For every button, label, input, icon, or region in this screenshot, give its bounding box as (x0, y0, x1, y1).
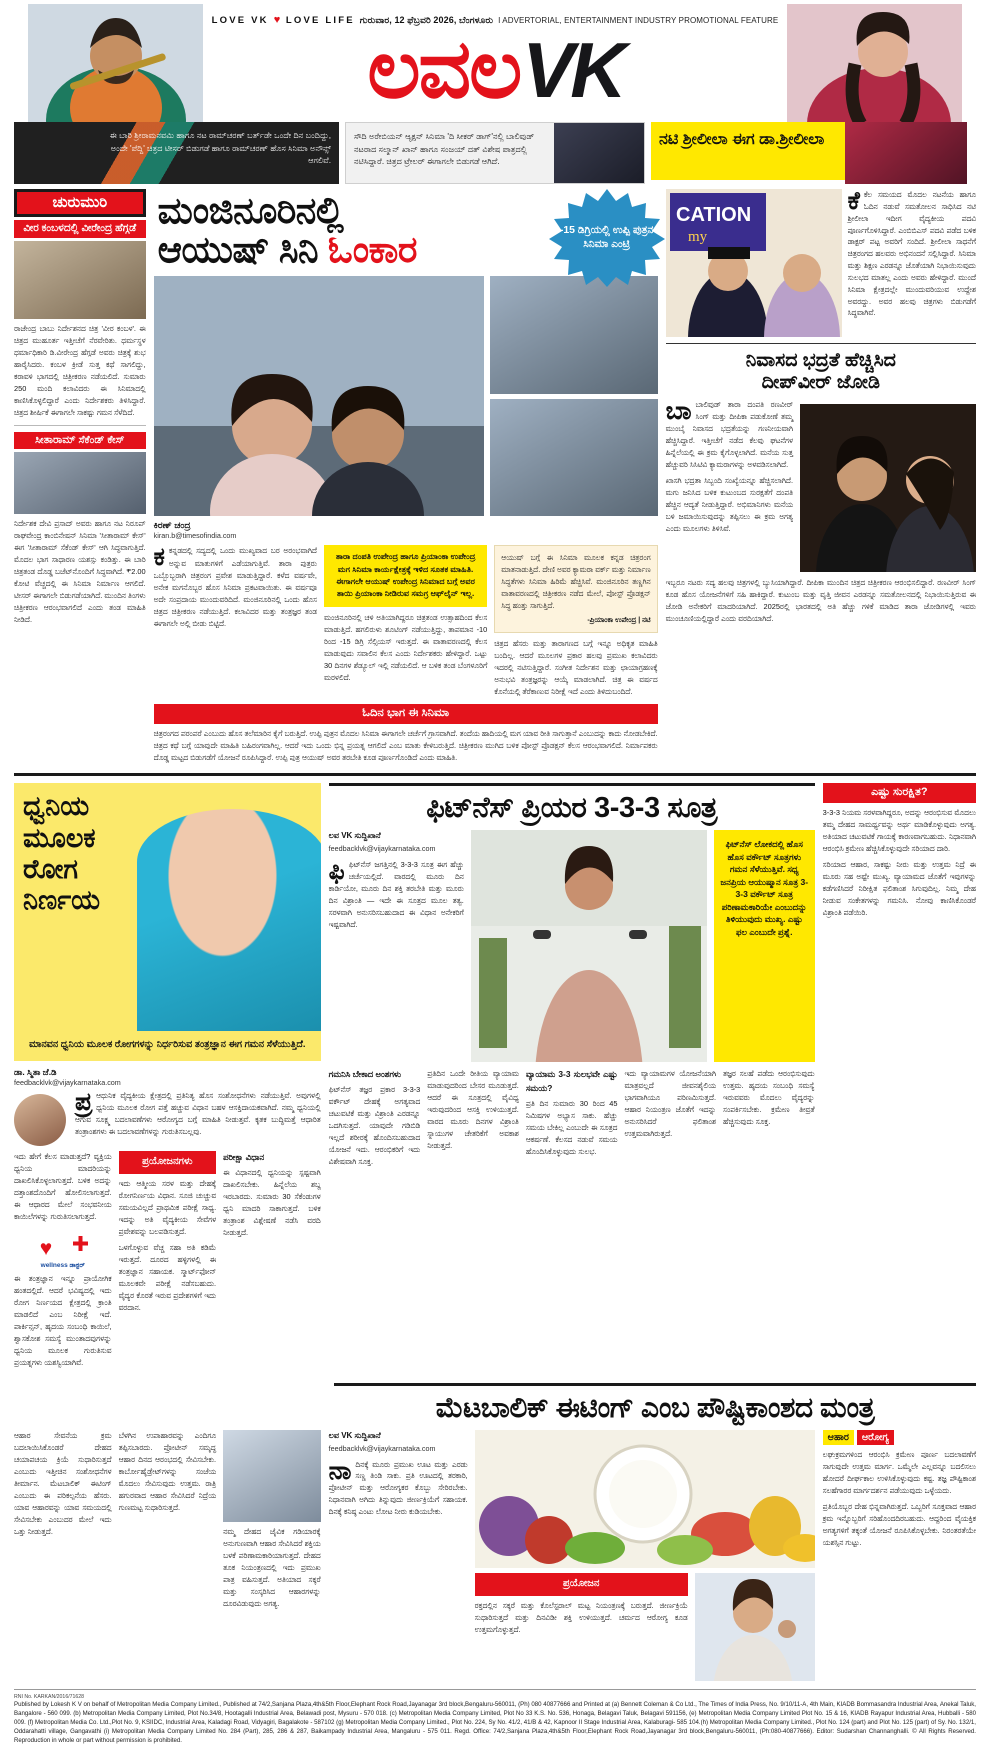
sidebar-item2-photo (14, 452, 146, 514)
fitness-columns (329, 1068, 815, 1168)
teaser-text-sreeleela: ನಟಿ ಶ್ರೀಲೀಲಾ ಈಗ ಡಾ.ಶ್ರೀಲೀಲಾ (659, 131, 825, 148)
fitness-q1-head: ವ್ಯಾಯಾಮ 3-3 ಸುಲಭವೇ ಎಷ್ಟು ಸಮಯ? (525, 1069, 618, 1093)
svg-text:my: my (687, 229, 707, 245)
lead-byline-email[interactable]: kiran.b@timesofindia.com (153, 531, 237, 541)
voice-hero-caption: ಮಾನವನ ಧ್ವನಿಯ ಮೂಲಕ ರೋಗಗಳನ್ನು ನಿರ್ಧರಿಸುವ ತಂತ್ರಜ್ಞಾನ ಈಗ ಗಮನ ಸೆಳೆಯುತ್ತಿದೆ. (14, 1031, 321, 1061)
metabolic-headline: ಮೆಟಬಾಲಿಕ್ ಈಟಿಂಗ್ ಎಂಬ ಪೌಷ್ಟಿಕಾಂಶದ ಮಂತ್ರ (334, 1383, 976, 1425)
metabolic-dropcap: ನಾ (328, 1456, 352, 1485)
fitness-top-row (329, 830, 815, 1062)
voice-benefits2-text: ಒಳಗೊಳ್ಳುವ ವೆಚ್ಚ ಸಹಾ ಅತಿ ಕಡಿಮೆ ಇರುತ್ತದೆ. ದೂರದ ಹಳ್ಳಿಗಳಲ್ಲಿ ಈ ತಂತ್ರಜ್ಞಾನ ಸಹಾಯಕ. ಸ್ಮಾರ್ಟ್‌ಫೋನ್ ಮೂಲಕವೇ ಪರೀಕ್ಷೆ ನಡೆಸಬಹುದು. ವೈದ್ಯರ ಕೊರತೆ ಇರುವ ಪ್ರದೇಶಗಳಿಗೆ ಇದು ವರದಾನ. (118, 1243, 217, 1313)
voice-body-wrap (14, 1090, 321, 1146)
masthead-actor-right-photo (787, 4, 962, 124)
voice-title-l1: ಧ್ವನಿಯ (23, 791, 90, 822)
metabolic-brand: ಲವ VK ಸುದ್ದಿಖಾನೆ (328, 1430, 381, 1440)
deepveer-photo (800, 404, 976, 572)
voice-col2-text: ಈ ತಂತ್ರಜ್ಞಾನ ಇನ್ನೂ ಪ್ರಾಯೋಗಿಕ ಹಂತದಲ್ಲಿದೆ. ಆದರೆ ಭವಿಷ್ಯದಲ್ಲಿ ಇದು ರೋಗ ನಿರ್ಣಯದ ಕ್ಷೇತ್ರದಲ್ಲಿ ಕ್ರಾಂತಿ ಮಾಡಲಿದೆ ಎಂಬ ನಿರೀಕ್ಷೆ ಇದೆ. ಪಾರ್ಕಿನ್ಸನ್, ಹೃದಯ ಸಂಬಂಧಿ ಕಾಯಿಲೆ, ಶ್ವಾಸಕೋಶ ಸಮಸ್ಯೆ ಮುಂತಾದವುಗಳನ್ನು ಧ್ವನಿಯ ಮೂಲಕ ಗುರುತಿಸುವ ಪ್ರಯತ್ನಗಳು ಯಶಸ್ವಿಯಾಗಿವೆ. (14, 1274, 112, 1367)
lead-col-3 (494, 545, 657, 698)
voice-hero (14, 783, 321, 1031)
voice-col-c (223, 1151, 321, 1369)
teaser-sreeleela[interactable] (651, 122, 967, 184)
sidebar-divider (14, 425, 146, 426)
sreeleela-dropcap: ಕೆ (847, 187, 860, 215)
wellness-badge-label: wellness ಡಾಕ್ಟರ್ (40, 1261, 85, 1269)
teaser-ram-charan[interactable] (14, 122, 339, 184)
footer-imprint: Published by Lokesh K V on behalf of Metropolitan Media Company Limited., Published at 74/2,Sanjana Plaza,4th&5th Floor,Elephant Rock Road,Jayanagar 3rd block,Bengaluru-560011, (Ph) 080 40877666 and Printed at (a) Bennett Coleman & Co Ltd., The Times of India Press, No. 9/10/11-A, 4th Main, KIADB Bommasandra Industrial Area, Anekal Taluk, Bangalore - 560 099. (b) Metropolitan Media Company Limited, Plot No.34/8, Hootagalli Industrial Area, Belawadi post, Mysuru - 570 018. (c) Metropolitan Media Company Limited, Plot No 33 K.S. No. 536, Honaga, Belagavi Taluk, Belagavi 591156, (e) Metropolitan Media Company Limited Plot No. 15 & 16, KIADB Rayapur Industrial Area, Hubballi - 580 009. (f) Metropolitan Media Co. Ltd.,Plot No. 9, KSIIDC, Industrial Area, Kaladagi Road, Vidyagiri, Bagalakote - 587102 (g) Metropolitan Media Company Limited., Plot No. 224, Sy No. 41/2, 41/B & 42, Kapnoor II Stage Industrial Area, Kalaburagi- 585 104.(h) Metropolitan Media Company Limited., Plot No. 124 (part) and Plot No. 125 (part) of Sy. No. 132/1, Oddarahatti village, Gangavathi (i) Metropolitan Media Company Limited No. 284 (Part), 285, 286 & 287, Baikampady Industrial Area, Mangaluru - 575 011. Regd. Office: 74/2,Sanjana Plaza,4th&5th Floor,Elephant Rock Road,Jayanagar 3rd block,Bengaluru-560011, (Ph:080-40877666). Editor: Sudarshan Channanghalli. © All Rights Reserved. Reproduction in whole or part without permission is prohibited. (14, 1700, 976, 1745)
health-grid (14, 783, 976, 1369)
fitness-photo (471, 830, 707, 1062)
teaser-text-saudi: ಸೌದಿ ಅರೇಬಿಯನ್ ಆ್ಯಕ್ಷನ್ ಸಿನಿಮಾ 'ದಿ ಸೀಕರ್ ಡಾಗ್'ನಲ್ಲಿ ಬಾಲಿವುಡ್ ನಟರಾದ ಸಲ್ಮಾನ್ ಖಾನ್ ಹಾಗೂ ಸಂಜಯ್ ದತ್ ವಿಶೇಷ ಪಾತ್ರದಲ್ಲಿ ನಟಿಸಿದ್ದಾರೆ. ಚಿತ್ರದ ಟ್ರೇಲರ್ ಈಗಾಗಲೇ ಬಿಡುಗಡೆ ಆಗಿದೆ. (354, 132, 535, 167)
benefits-bar: ಪ್ರಯೋಜನಗಳು (119, 1151, 217, 1174)
lead-headline-row (154, 189, 658, 269)
metabolic-pray-text: ರಕ್ತದಲ್ಲಿನ ಸಕ್ಕರೆ ಮತ್ತು ಕೊಲೆಸ್ಟರಾಲ್ ಮಟ್ಟ ನಿಯಂತ್ರಣಕ್ಕೆ ಬರುತ್ತದೆ. ಜೀರ್ಣಕ್ರಿಯೆ ಸುಧಾರಿಸುತ್ತದೆ ಮತ್ತು ದಿನವಿಡೀ ಶಕ್ತಿ ಉಳಿಯುತ್ತದೆ. ಚರ್ಮದ ಆರೋಗ್ಯ ಕೂಡ ಉತ್ತಮಗೊಳ್ಳುತ್ತದೆ. (474, 1601, 688, 1635)
metabolic-left-col (14, 1430, 321, 1681)
metabolic-right-col (823, 1430, 976, 1681)
fitness-col-2 (427, 1068, 519, 1168)
lead-col-2 (324, 545, 487, 698)
svg-text:CATION: CATION (675, 204, 751, 226)
lead-headline-line2-red: ಓಂಕಾರ (327, 229, 417, 271)
voice-col1-text: ಆಧುನಿಕ ವೈದ್ಯಕೀಯ ಕ್ಷೇತ್ರದಲ್ಲಿ ಪ್ರತಿನಿತ್ಯ ಹೊಸ ಸಂಶೋಧನೆಗಳು ನಡೆಯುತ್ತಿವೆ. ಅವುಗಳಲ್ಲಿ ಧ್ವನಿಯ ಮೂಲಕ ರೋಗ ಪತ್ತೆ ಹಚ್ಚುವ ವಿಧಾನ ಬಹಳ ಆಸಕ್ತಿದಾಯಕವಾಗಿದೆ. ನಮ್ಮ ಧ್ವನಿಯಲ್ಲಿ ಆಗುವ ಸೂಕ್ಷ್ಮ ಬದಲಾವಣೆಗಳು ಆರೋಗ್ಯದ ಬಗ್ಗೆ ಮಾಹಿತಿ ನೀಡುತ್ತವೆ. ಕೃತಕ ಬುದ್ಧಿಮತ್ತೆ ಆಧಾರಿತ ತಂತ್ರಾಂಶಗಳು ಈ ಬದಲಾವಣೆಗಳನ್ನು ಗುರುತಿಸಬಲ್ಲವು. (75, 1091, 321, 1137)
lead-col-1 (154, 545, 317, 698)
lead-cream-text: ಆಯುಷ್ ಬಗ್ಗೆ ಈ ಸಿನಿಮಾ ಮೂಲಕ ಕನ್ನಡ ಚಿತ್ರರಂಗ ಮಾತನಾಡುತ್ತಿದೆ. ದೇಣಿ ಅವರ ಕ್ಯಾಮರಾ ವರ್ಕ್ ಮತ್ತು ನಿರ್ಮಾಣ ಸಿದ್ಧತೆಗಳು ಸಿನಿಮಾ ಹಿರಿಮೆ ಹೆಚ್ಚಿಸಿವೆ. ಮಂಜಿನೂರಿನ ತಣ್ಣಗಿನ ವಾತಾವರಣದಲ್ಲಿ ಚಿತ್ರೀಕರಣ ನಡೆದ ಮೇಲೆ, ಪೋಸ್ಟ್ ಪ್ರೊಡಕ್ಷನ್ ಸಿದ್ಧ ಹಂತ್ತು ಸಾಗುತ್ತಿದೆ. (501, 553, 651, 610)
fitness-q3-text: ತಜ್ಞರ ಸಲಹೆ ಪಡೆದು ಆರಂಭಿಸುವುದು ಉತ್ತಮ. ಹೃದಯ ಸಂಬಂಧಿ ಸಮಸ್ಯೆ ಇರುವವರು ಮೊದಲು ವೈದ್ಯರನ್ನು ಸಂಪರ್ಕಿಸಬೇಕು. ಕ್ರಮೇಣ ತೀವ್ರತೆ ಹೆಚ್ಚಿಸುವುದು ಸೂಕ್ತ. (723, 1069, 815, 1127)
metabolic-left-c2 (119, 1430, 217, 1610)
deepveer-full-text: ಇಬ್ಬರೂ ನಟರು ಸದ್ಯ ಹಲವು ಚಿತ್ರಗಳಲ್ಲಿ ಬ್ಯುಸಿಯಾಗಿದ್ದಾರೆ. ದೀಪಿಕಾ ಮುಂದಿನ ಚಿತ್ರದ ಚಿತ್ರೀಕರಣ ಆರಂಭಿಸಲಿದ್ದಾರೆ. ರಣವೀರ್ ಸಿಂಗ್ ಕೂಡ ಹೊಸ ಯೋಜನೆಗಳಿಗೆ ಸಹಿ ಹಾಕಿದ್ದಾರೆ. ಕುಟುಂಬ ಮತ್ತು ವೃತ್ತಿ ಜೀವನ ಎರಡನ್ನೂ ಸಮತೋಲನದಲ್ಲಿ ನಿಭಾಯಿಸುತ್ತಿರುವ ಈ ಜೋಡಿ ಅನೇಕರಿಗೆ ಮಾದರಿಯಾಗಿದೆ. 2025ರಲ್ಲಿ ಭಾರತದಲ್ಲಿ ಅತಿ ಹೆಚ್ಚು ಗಳಿಕೆ ಮಾಡಿದ ತಾರಾ ಜೋಡಿಗಳಲ್ಲಿ ಇವರು ಮುಂಚೂಣಿಯಲ್ಲಿದ್ದಾರೆ ಎಂದು ವರದಿಯಾಗಿದೆ. (665, 577, 976, 623)
wellness-doctor-badge (34, 1228, 92, 1268)
lead-cream-signature: -ಪ್ರಿಯಾಂಕಾ ಉಪೇಂದ್ರ | ನಟಿ (587, 616, 651, 624)
metabolic-right-text-2: ಪ್ರತಿಯೊಬ್ಬರ ದೇಹ ಭಿನ್ನವಾಗಿರುತ್ತದೆ. ಒಬ್ಬರಿಗೆ ಸೂಕ್ತವಾದ ಆಹಾರ ಕ್ರಮ ಇನ್ನೊಬ್ಬರಿಗೆ ಸರಿಹೊಂದದಿರಬಹುದು. ಆದ್ದರಿಂದ ವೈಯಕ್ತಿಕ ಅಗತ್ಯಗಳಿಗೆ ತಕ್ಕಂತೆ ಯೋಜನೆ ರೂಪಿಸಿಕೊಳ್ಳಬೇಕು. ನಿರಂತರತೆಯೇ ಯಶಸ್ಸಿನ ಗುಟ್ಟು. (822, 1501, 976, 1547)
love-vk-left-label: LOVE VK (211, 14, 269, 26)
metabolic-mid-col2-text: ದಿನಕ್ಕೆ ಮೂರು ಪ್ರಮುಖ ಊಟ ಮತ್ತು ಎರಡು ಸಣ್ಣ ತಿಂಡಿ ಸಾಕು. ಪ್ರತಿ ಊಟದಲ್ಲಿ ತರಕಾರಿ, ಪ್ರೋಟೀನ್ ಮತ್ತು ಆರೋಗ್ಯಕರ ಕೊಬ್ಬು ಸೇರಿರಬೇಕು. ನಿಧಾನವಾಗಿ ಅಗಿದು ತಿನ್ನುವುದು ಜೀರ್ಣಕ್ರಿಯೆಗೆ ಸಹಾಯಕ. ದಿನಕ್ಕೆ ಕನಿಷ್ಠ ಎಂಟು ಲೋಟ ನೀರು ಕುಡಿಯಬೇಕು. (328, 1459, 468, 1517)
page-footer (14, 1689, 976, 1746)
deepveer-headline-line2: ದೀಪ್‌ವೀರ್ ಜೋಡಿ (761, 371, 880, 393)
deepveer-dropcap: ಬಾ (665, 396, 692, 425)
main-grid (14, 189, 976, 764)
metabolic-mid-col1-text: ನಮ್ಮ ದೇಹದ ಜೈವಿಕ ಗಡಿಯಾರಕ್ಕೆ ಅನುಗುಣವಾಗಿ ಆಹಾರ ಸೇವಿಸಿದರೆ ಶಕ್ತಿಯ ಬಳಕೆ ಪರಿಣಾಮಕಾರಿಯಾಗುತ್ತದೆ. ದೇಹದ ತೂಕ ನಿಯಂತ್ರಣದಲ್ಲಿ ಇದು ಪ್ರಮುಖ ಪಾತ್ರ ವಹಿಸುತ್ತದೆ. ಅತಿಯಾದ ಸಕ್ಕರೆ ಮತ್ತು ಸಂಸ್ಕರಿಸಿದ ಆಹಾರಗಳನ್ನು ದೂರವಿಡುವುದು ಅಗತ್ಯ. (223, 1526, 321, 1608)
lead-body-columns (154, 545, 658, 698)
voice-doctor-name: ಡಾ. ಸ್ಮಿತಾ ಜೆ.ಡಿ (14, 1067, 57, 1078)
film-strip-bar: ಓದಿನ ಭಾಗ ಈ ಸಿನಿಮಾ (154, 704, 658, 724)
fitness-col-5 (723, 1068, 815, 1168)
lead-main-photo (154, 276, 484, 516)
deepveer-photo-wrap (800, 399, 976, 572)
sidebar-item2-subhead: ಸೀತಾರಾಮ್ ಸೆಕೆಂಡ್ ಕೇಸ್ (14, 432, 146, 450)
voice-col1b-text: ಇದು ಹೇಗೆ ಕೆಲಸ ಮಾಡುತ್ತದೆ? ವ್ಯಕ್ತಿಯ ಧ್ವನಿಯ ಮಾದರಿಯನ್ನು ದಾಖಲಿಸಿಕೊಳ್ಳಲಾಗುತ್ತದೆ. ಬಳಿಕ ಅದನ್ನು ದತ್ತಾಂಶದೊಂದಿಗೆ ಹೋಲಿಸಲಾಗುತ್ತದೆ. ಈ ಆಧಾರದ ಮೇಲೆ ಸಂಭವನೀಯ ಕಾಯಿಲೆಗಳನ್ನು ಗುರುತಿಸಲಾಗುತ್ತದೆ. (14, 1152, 112, 1222)
deepveer-col-1 (665, 396, 793, 572)
fitness-col2-text: ಪ್ರತಿದಿನ ಒಂದೇ ರೀತಿಯ ವ್ಯಾಯಾಮ ಮಾಡುವುದರಿಂದ ಬೇಸರ ಮೂಡುತ್ತದೆ. ಆದರೆ ಈ ಸೂತ್ರದಲ್ಲಿ ವೈವಿಧ್ಯ ಇರುವುದರಿಂದ ಆಸಕ್ತಿ ಉಳಿಯುತ್ತದೆ. ವಾರದ ಮೂರು ದಿನಗಳ ವಿಶ್ರಾಂತಿ ಸ್ನಾಯುಗಳ ಚೇತರಿಕೆಗೆ ಅವಕಾಶ ನೀಡುತ್ತದೆ. (427, 1069, 519, 1151)
teaser-photo-sreeleela (845, 122, 967, 184)
fitness-q1-text: ಪ್ರತಿ ದಿನ ಸುಮಾರು 30 ರಿಂದ 45 ನಿಮಿಷಗಳ ಅಭ್ಯಾಸ ಸಾಕು. ಹೆಚ್ಚು ಸಮಯ ಬೇಕಿಲ್ಲ ಎಂಬುದೇ ಈ ಸೂತ್ರದ ಆಕರ್ಷಣೆ. ಕೆಲಸದ ನಡುವೆ ಸಮಯ ಹೊಂದಿಸಿಕೊಳ್ಳುವುದು ಸುಲಭ. (525, 1098, 618, 1156)
lead-headline-line1: ಮಂಜಿನೂರಿನಲ್ಲಿ (157, 190, 344, 231)
fitness-block (329, 783, 815, 1369)
fitness-col-1 (329, 1068, 421, 1168)
love-life-label: LOVE LIFE (285, 14, 355, 26)
metabolic-head-wrap (334, 1375, 976, 1425)
safety-bar: ಎಷ್ಟು ಸುರಕ್ಷಿತ? (823, 783, 976, 803)
starburst-badge (548, 189, 666, 287)
lead-side-photo-2 (490, 399, 658, 517)
fitness-col1-text: ಫಿಟ್‌ನೆಸ್ ತಜ್ಞರ ಪ್ರಕಾರ 3-3-3 ವರ್ಕೌಟ್ ದೇಹಕ್ಕೆ ಅಗತ್ಯವಾದ ಚಟುವಟಿಕೆ ಮತ್ತು ವಿಶ್ರಾಂತಿ ಎರಡನ್ನೂ ಒದಗಿಸುತ್ತದೆ. ಯಾವುದೇ ಗಡಿಬಿಡಿ ಇಲ್ಲದೆ ಶರೀರಕ್ಕೆ ಹೊಂದಿಸಬಹುದಾದ ಯೋಜನೆ ಇದು. ಆರಂಭಿಕರಿಗೆ ಇದು ವಿಶೇಷವಾಗಿ ಸೂಕ್ತ. (328, 1084, 421, 1166)
lead-story (154, 189, 658, 764)
voice-intro-text (75, 1090, 321, 1146)
metabolic-pray-bar: ಪ್ರಯೋಜನ (475, 1573, 688, 1596)
metabolic-woman-photo (695, 1573, 815, 1681)
deepveer-headline-line1: ನಿವಾಸದ ಭದ್ರತೆ ಹೆಚ್ಚಿಸಿದ (745, 350, 896, 371)
metabolic-left-col1-text: ಆಹಾರ ಸೇವನೆಯ ಕ್ರಮ ಬದಲಾಯಿಸಿಕೊಂಡರೆ ದೇಹದ ಚಯಾಪಚಯ ಕ್ರಿಯೆ ಸುಧಾರಿಸುತ್ತದೆ ಎಂಬುದು ಇತ್ತೀಚಿನ ಸಂಶೋಧನೆಗಳ ತೀರ್ಮಾನ. ಮೆಟಬಾಲಿಕ್ ಈಟಿಂಗ್ ಎಂಬುದು ಈ ಪರಿಕಲ್ಪನೆಯ ಹೆಸರು. ಯಾವ ಆಹಾರವನ್ನು ಯಾವ ಸಮಯದಲ್ಲಿ ಸೇವಿಸಬೇಕು ಎಂಬುದರ ಮೇಲೆ ಇದು ಒತ್ತು ನೀಡುತ್ತದೆ. (14, 1430, 112, 1536)
teaser-saudi-arabian[interactable] (345, 122, 645, 184)
fitness-q2-text: ಇದು ವ್ಯಾಯಾಮಗಳ ಯೋಜನೆಯಾಗಿ ಮಾತ್ರವಲ್ಲದೆ ಜೀವನಶೈಲಿಯ ಭಾಗವಾಗಿಯೂ ಪರಿಣಮಿಸುತ್ತದೆ. ಆಹಾರ ನಿಯಂತ್ರಣ ಜೊತೆಗೆ ಇದನ್ನು ಅನುಸರಿಸಿದರೆ ಫಲಿತಾಂಶ ಉತ್ತಮವಾಗಿರುತ್ತದೆ. (624, 1069, 717, 1139)
metabolic-grid (14, 1430, 976, 1681)
film-strip-body: ಚಿತ್ರರಂಗದ ಪರಂಪರೆ ಎಂಬುದು ಹೊಸ ತಲೆಮಾರಿನ ಕೈಗೆ ಬರುತ್ತಿದೆ. ಉಪ್ಪಿ ಪುತ್ರನ ಮೊದಲ ಸಿನಿಮಾ ಈಗಾಗಲೇ ಚರ್ಚೆಗೆ ಗ್ರಾಸವಾಗಿದೆ. ತಂದೆಯ ಹಾದಿಯಲ್ಲಿ ಮಗ ಯಾವ ರೀತಿ ಸಾಗುತ್ತಾನೆ ಎಂಬುದನ್ನು ಕಾದು ನೋಡಬೇಕಿದೆ. ಚಿತ್ರದ ಕಥೆ ಬಗ್ಗೆ ಯಾವುದೇ ಮಾಹಿತಿ ಬಹಿರಂಗವಾಗಿಲ್ಲ. ಆದರೆ ಇದು ಒಂದು ಭಿನ್ನ ಪ್ರಯತ್ನ ಆಗಲಿದೆ ಎಂಬ ಮಾತು ಕೇಳಿಬರುತ್ತಿದೆ. ಚಿತ್ರೀಕರಣ ಮುಗಿದ ಬಳಿಕ ಪೋಸ್ಟ್ ಪ್ರೊಡಕ್ಷನ್ ಕೆಲಸ ಆರಂಭವಾಗಲಿದೆ. ನಿರ್ಮಾಪಕರು ದೊಡ್ಡ ಮಟ್ಟದ ಬಿಡುಗಡೆಗೆ ಯೋಜನೆ ರೂಪಿಸಿದ್ದಾರೆ. ಉಪ್ಪಿ ಪುತ್ರ ಆಯುಷ್ ಅವರ ತರಬೇತಿ ಕೂಡ ಪೂರ್ಣಗೊಂಡಿದೆ ಎಂದು ಮಾಹಿತಿ. (153, 729, 658, 763)
voice-method-head: ಪರೀಕ್ಷಾ ವಿಧಾನ (223, 1152, 265, 1163)
sidebar-item1-body: ರಾಜೇಂದ್ರ ಬಾಬು ನಿರ್ದೇಶನದ ಚಿತ್ರ 'ವೀರ ಕಂಬಳ'. ಈ ಚಿತ್ರದ ಮುಹೂರ್ತ ಇತ್ತೀಚೆಗೆ ನೆರವೇರಿತು. ಧರ್ಮಸ್ಥಳ ಧರ್ಮಾಧಿಕಾರಿ ಡಿ.ವೀರೇಂದ್ರ ಹೆಗ್ಗಡೆ ಅವರು ಚಿತ್ರಕ್ಕೆ ಶುಭ ಹಾರೈಸಿದರು. ಕಂಬಳ ಕ್ರೀಡೆ ಸುತ್ತ ಕಥೆ ಸಾಗಲಿದ್ದು, ಕರಾವಳಿ ಭಾಗದಲ್ಲಿ ಚಿತ್ರೀಕರಣ ನಡೆಯಲಿದೆ. ಸುಮಾರು 250 ಮಂದಿ ಕಲಾವಿದರು ಈ ಸಿನಿಮಾದಲ್ಲಿ ಕಾಣಿಸಿಕೊಳ್ಳಲಿದ್ದಾರೆ ಎಂದು ನಿರ್ದೇಶಕರು ತಿಳಿಸಿದ್ದಾರೆ. ಚಿತ್ರದ ಶೀರ್ಷಿಕೆ ಈಗಾಗಲೇ ಸಾಕಷ್ಟು ಗಮನ ಸೆಳೆದಿದೆ. (14, 323, 146, 417)
churumuri-tag-label: ಚುರುಮುರಿ (17, 192, 143, 214)
metabolic-pray-col (475, 1573, 688, 1681)
metabolic-mid-col (329, 1430, 815, 1681)
sreeleela-body (848, 189, 976, 337)
aahara-arogya-badges (823, 1430, 976, 1445)
heart-icon-wellness: ♥ (39, 1237, 53, 1261)
fitness-email[interactable]: feedbacklvk@vijaykarnataka.com (328, 844, 436, 854)
fitness-dropcap: ಫಿ (328, 856, 345, 885)
voice-avatar-wrap (14, 1090, 68, 1146)
voice-doctor-byline (14, 1067, 321, 1087)
sreeleela-body-text: ಕೆಲ ಸಮಯದ ಮೊದಲ ನಟನೆಯ ಹಾಗೂ ಓದಿನ ನಡುವೆ ಸಮತೋಲನ ಸಾಧಿಸಿದ ನಟಿ ಶ್ರೀಲೀಲಾ ಇದೀಗ ವೈದ್ಯಕೀಯ ಪದವಿ ಪೂರ್ಣಗೊಳಿಸಿದ್ದಾರೆ. ಎಂಬಿಬಿಎಸ್ ಪದವಿ ಪಡೆದ ಬಳಿಕ ಡಾಕ್ಟರ್ ಪಟ್ಟ ಅವರಿಗೆ ಸಂದಿದೆ. ಶ್ರೀಲೀಲಾ ಸಾಧನೆಗೆ ಚಿತ್ರರಂಗದ ಹಲವರು ಅಭಿನಂದನೆ ಸಲ್ಲಿಸಿದ್ದಾರೆ. ಸಿನಿಮಾ ಮತ್ತು ಶಿಕ್ಷಣ ಎರಡನ್ನೂ ಜೊತೆಯಾಗಿ ನಿಭಾಯಿಸುವುದು ಸುಲಭದ ಮಾತಲ್ಲ ಎಂದು ಅವರು ಹೇಳಿದ್ದಾರೆ. ಮುಂದೆ ಸಿನಿಮಾ ಕ್ಷೇತ್ರದಲ್ಲೇ ಮುಂದುವರಿಯುವ ಉದ್ದೇಶ ಅವರದ್ದು. ಅವರ ಹಲವು ಚಿತ್ರಗಳು ಬಿಡುಗಡೆಗೆ ಸಿದ್ಧವಾಗಿವೆ. (847, 190, 976, 318)
churumuri-sidebar (14, 189, 146, 764)
metabolic-lower-row (475, 1573, 815, 1681)
logo-kannada-text: ಲವಲ (367, 23, 521, 115)
voice-title-l4: ನಿರ್ಣಯ (23, 885, 101, 916)
fitness-yellow-box: ಫಿಟ್‌ನೆಸ್ ಲೋಕದಲ್ಲಿ ಹೊಸ ಹೊಸ ವರ್ಕೌಟ್ ಸೂತ್ರಗಳು ಗಮನ ಸೆಳೆಯುತ್ತಿವೆ. ಸಧ್ಯ ಜನಪ್ರಿಯ ಆಯುಷ್ಮಾನ ಸೂತ್ರ 3-3-3 ವರ್ಕೌಟ್ ಸೂತ್ರ ಪರಿಣಾಮಕಾರಿಯೇ ಎಂಬುದನ್ನು ತಿಳಿಯುವುದು ಮುಖ್ಯ. ಎಷ್ಟು ಫಲ ಎಂಬುದೇ ಪ್ರಶ್ನೆ. (714, 830, 815, 1062)
churumuri-tag (14, 189, 146, 217)
voice-benefits-text: ಇದು ಆತ್ಮೀಯ ಸರಳ ಮತ್ತು ದೇಹಕ್ಕೆ ರೋಗನಿರ್ಣಯ ವಿಧಾನ. ಸೂಜಿ ಚುಚ್ಚುವ ಸಮಯವಿಲ್ಲದೆ ಪ್ರಾಥಮಿಕ ಪರೀಕ್ಷೆ ಸಾಧ್ಯ. ಇದನ್ನು ಅತಿ ವೈದ್ಯಕೀಯ ಸೇವೆಗಳ ಪ್ರವೇಶವನ್ನು ಬಲಪಡಿಸುತ್ತದೆ. (118, 1179, 217, 1237)
aahara-badge: ಆಹಾರ (823, 1430, 854, 1445)
fitness-head2: ಗಮನಿಸಿ ಬೇಕಾದ ಅಂಶಗಳು (328, 1069, 402, 1080)
lead-byline-name: ಕಿರಣ್ ಚಂದ್ರ (153, 520, 191, 531)
fitness-intro-col (329, 830, 464, 1062)
safety-block (823, 783, 976, 1369)
metabolic-woman-photo-wrap (695, 1573, 815, 1681)
masthead-advertorial-note: I ADVERTORIAL, ENTERTAINMENT INDUSTRY PROMOTIONAL FEATURE (498, 15, 779, 25)
deepveer-top-row (665, 396, 976, 572)
voice-title-l3: ರೋಗ (23, 853, 78, 884)
deepveer-col1-text: ಬಾಲಿವುಡ್ ತಾರಾ ದಂಪತಿ ರಣವೀರ್ ಸಿಂಗ್ ಮತ್ತು ದೀಪಿಕಾ ಪಡುಕೋಣೆ ತಮ್ಮ ಮುಂಬೈ ನಿವಾಸದ ಭದ್ರತೆಯನ್ನು ಗಣನೀಯವಾಗಿ ಹೆಚ್ಚಿಸಿದ್ದಾರೆ. ಇತ್ತೀಚೆಗೆ ನಡೆದ ಕೆಲವು ಘಟನೆಗಳ ಹಿನ್ನೆಲೆಯಲ್ಲಿ ಈ ಕ್ರಮ ಕೈಗೊಳ್ಳಲಾಗಿದೆ. ಮನೆಯ ಸುತ್ತ ಹೆಚ್ಚುವರಿ ಸಿಸಿಟಿವಿ ಕ್ಯಾಮರಾಗಳನ್ನು ಅಳವಡಿಸಲಾಗಿದೆ. (665, 399, 793, 469)
lead-byline (154, 520, 658, 540)
voice-method-text: ಈ ವಿಧಾನದಲ್ಲಿ ಧ್ವನಿಯನ್ನು ಸ್ಪಷ್ಟವಾಗಿ ದಾಖಲಿಸಬೇಕು. ಹಿನ್ನೆಲೆಯ ಶಬ್ದ ಇರಬಾರದು. ಸುಮಾರು 30 ಸೆಕೆಂಡುಗಳ ಧ್ವನಿ ಮಾದರಿ ಸಾಕಾಗುತ್ತದೆ. ಬಳಿಕ ತಂತ್ರಾಂಶ ವಿಶ್ಲೇಷಣೆ ನಡೆಸಿ ವರದಿ ನೀಡುತ್ತದೆ. (223, 1167, 321, 1237)
teaser-photo-saudi (554, 123, 644, 183)
metabolic-left-photo (223, 1430, 321, 1522)
lead-dropcap: ಕ (153, 543, 165, 572)
lead-col2-text: ಮಂಜಿನೂರಿನಲ್ಲಿ ಚಳಿ ಅತಿಯಾಗಿದ್ದರೂ ಚಿತ್ರತಂಡ ಉತ್ಸಾಹದಿಂದ ಕೆಲಸ ಮಾಡುತ್ತಿದೆ. ಹಗಲಿರುಳು ಶೂಟಿಂಗ್ ನಡೆಯುತ್ತಿದ್ದು, ತಾಪಮಾನ -10 ರಿಂದ -15 ಡಿಗ್ರಿ ಸೆಲ್ಸಿಯಸ್ ಇರುತ್ತದೆ. ಈ ವಾತಾವರಣದಲ್ಲಿ ಕೆಲಸ ಮಾಡುವುದು ಸವಾಲಿನ ಕೆಲಸ ಎಂದು ನಿರ್ದೇಶಕರು ಹೇಳಿದ್ದಾರೆ. ಒಟ್ಟು 30 ದಿನಗಳ ಶೆಡ್ಯೂಲ್ ಇಲ್ಲಿ ನಡೆಯಲಿದೆ. ಆ ಬಳಿಕ ತಂಡ ಬೆಂಗಳೂರಿಗೆ ಮರಳಲಿದೆ. (323, 612, 488, 682)
medical-cross-icon (73, 1236, 88, 1251)
metabolic-photo-col (475, 1430, 815, 1681)
metabolic-mid-row (329, 1430, 815, 1681)
sidebar-item2-body: ನಿರ್ದೇಶಕ ದೇವಿ ಪ್ರಸಾದ್ ಅವರು ಹಾಗೂ ನಟ ನಿರೂಪ್ ರಾಘವೇಂದ್ರ ಕಾಂಬಿನೇಷನ್ ಸಿನಿಮಾ 'ಸೀತಾರಾಮ್ ಕೇಸ್' ಈಗ 'ಸೀತಾರಾಮ್ ಸೆಕೆಂಡ್ ಕೇಸ್' ಆಗಿ ಸಿದ್ಧವಾಗುತ್ತಿದೆ. ಮೊದಲ ಭಾಗ ಸಾಧಾರಣ ಯಶಸ್ಸು ಕಂಡಿತ್ತು. ಈ ಬಾರಿ ಚಿತ್ರತಂಡ ದೊಡ್ಡ ಬಜೆಟ್‌ನೊಂದಿಗೆ ಸಿದ್ಧವಾಗಿದೆ. ₹2.00 ಕೋಟಿ ವೆಚ್ಚದಲ್ಲಿ ಈ ಸಿನಿಮಾ ನಿರ್ಮಾಣ ಆಗಲಿದೆ. ಟೀಸರ್ ಈಗಾಗಲೇ ಬಿಡುಗಡೆಯಾಗಿದೆ. ಮುಂದಿನ ತಿಂಗಳು ಚಿತ್ರೀಕರಣ ಆರಂಭವಾಗಲಿದೆ ಎಂದು ತಂಡ ಮಾಹಿತಿ ನೀಡಿದೆ. (14, 519, 146, 625)
lead-col3-text: ಚಿತ್ರದ ಹೆಸರು ಮತ್ತು ತಾರಾಗಣದ ಬಗ್ಗೆ ಇನ್ನೂ ಅಧಿಕೃತ ಮಾಹಿತಿ ಬಂದಿಲ್ಲ. ಆದರೆ ಮೂಲಗಳ ಪ್ರಕಾರ ಹಲವು ಪ್ರಮುಖ ಕಲಾವಿದರು ಇದರಲ್ಲಿ ನಟಿಸುತ್ತಿದ್ದಾರೆ. ಸಂಗೀತ ನಿರ್ದೇಶನ ಮತ್ತು ಛಾಯಾಗ್ರಹಣಕ್ಕೆ ಅನುಭವಿ ತಂತ್ರಜ್ಞರನ್ನು ಆಯ್ಕೆ ಮಾಡಲಾಗಿದೆ. ಚಿತ್ರ ಈ ವರ್ಷದ ಕೊನೆಯಲ್ಲಿ ತೆರೆಕಾಣುವ ನಿರೀಕ್ಷೆ ಇದೆ ಎಂದು ತಿಳಿದುಬಂದಿದೆ. (494, 638, 658, 697)
safety-body-1: 3-3-3 ನಿಯಮ ಸರಳವಾಗಿದ್ದರೂ, ಅದನ್ನು ಆರಂಭಿಸುವ ಮೊದಲು ತಮ್ಮ ದೇಹದ ಸಾಮರ್ಥ್ಯವನ್ನು ಅರ್ಥ ಮಾಡಿಕೊಳ್ಳುವುದು ಅಗತ್ಯ. ಅತಿಯಾದ ಚಟುವಟಿಕೆ ಗಾಯಕ್ಕೆ ಕಾರಣವಾಗಬಹುದು. ನಿಧಾನವಾಗಿ ಆರಂಭಿಸಿ ಕ್ರಮೇಣ ಹೆಚ್ಚಿಸಿಕೊಳ್ಳುವುದೇ ಸರಿಯಾದ ದಾರಿ. (822, 808, 976, 854)
lead-yellow-caption: ತಾರಾ ದಂಪತಿ ಉಪೇಂದ್ರ ಹಾಗೂ ಪ್ರಿಯಾಂಕಾ ಉಪೇಂದ್ರ ಮಗ ಸಿನಿಮಾ ಕಾರ್ಯಕ್ಷೇತ್ರಕ್ಕೆ ಇಳಿದ ಸೂತಕ ಮಾಹಿತಿ. ಈಗಾಗಲೇ ಆಯುಷ್ ಉಪೇಂದ್ರ ಸಿನಿಮಾದ ಬಗ್ಗೆ ಅವರ ತಾಯಿ ಪ್ರಿಯಾಂಕಾ ನೀಡಿರುವ ಸಮಗ್ರ ಆಫ್‌ಲೈನ್ ಇಲ್ಲ. (324, 545, 487, 606)
voice-hero-photo (137, 809, 321, 1031)
footer-rni: RNI No. KARKAN/2016/71628 (14, 1693, 85, 1700)
fitness-intro-text: ಫಿಟ್‌ನೆಸ್ ಜಗತ್ತಿನಲ್ಲಿ 3-3-3 ಸೂತ್ರ ಈಗ ಹೆಚ್ಚು ಚರ್ಚೆಯಲ್ಲಿದೆ. ವಾರದಲ್ಲಿ ಮೂರು ದಿನ ಕಾರ್ಡಿಯೋ, ಮೂರು ದಿನ ಶಕ್ತಿ ತರಬೇತಿ ಮತ್ತು ಮೂರು ದಿನ ವಿಶ್ರಾಂತಿ — ಇದೇ ಈ ಸೂತ್ರದ ಮೂಲ ತತ್ವ. ಸರಳವಾಗಿ ಅನುಸರಿಸಬಹುದಾದ ಈ ವಿಧಾನ ಅನೇಕರಿಗೆ ಇಷ್ಟವಾಗಿದೆ. (328, 859, 464, 929)
fitness-brand: ಲವ VK ಸುದ್ದಿಖಾನೆ (328, 831, 381, 841)
metabolic-email[interactable]: feedbacklvk@vijaykarnataka.com (328, 1443, 436, 1453)
sreeleela-block (666, 189, 976, 337)
masthead-date: ಗುರುವಾರ, 12 ಫೆಬ್ರವರಿ 2026, ಬೆಂಗಳೂರು (359, 14, 494, 25)
sidebar-item1-photo (14, 241, 146, 319)
deepveer-headline (666, 343, 976, 394)
metabolic-wrap (14, 1375, 976, 1425)
sreeleela-photo (666, 189, 842, 337)
metabolic-left-c3 (223, 1430, 321, 1610)
section-divider-health (14, 773, 976, 776)
lead-side-photo-1 (490, 276, 658, 394)
voice-col-b (119, 1151, 217, 1369)
fitness-col-4 (624, 1068, 716, 1168)
fitness-headline: ಫಿಟ್‌ನೆಸ್ ಪ್ರಿಯರ 3-3-3 ಸೂತ್ರ (329, 783, 815, 825)
metabolic-left-c1 (14, 1430, 112, 1610)
voice-diagnosis-block (14, 783, 321, 1369)
starburst-text: -15 ಡಿಗ್ರಿಯಲ್ಲಿ ಉಪ್ಪಿ ಪುತ್ರನ ಸಿನಿಮಾ ಎಂಟ್ರಿ (559, 224, 654, 250)
voice-doctor-email[interactable]: feedbacklvk@vijaykarnataka.com (14, 1078, 121, 1088)
metabolic-mid-text-col (329, 1430, 468, 1681)
lead-headline-line2-black: ಆಯುಷ್ ಸಿನಿ (157, 229, 328, 271)
lead-cream-quote (494, 545, 657, 632)
lead-side-photos (490, 276, 658, 516)
masthead (14, 0, 976, 122)
sidebar-item1-subhead: ವೀರ ಕಂಬಳದಲ್ಲಿ ವೀರೇಂದ್ರ ಹೆಗ್ಗಡೆ (14, 220, 146, 238)
metabolic-left-col2-text: ಬೆಳಗಿನ ಉಪಾಹಾರವನ್ನು ಎಂದಿಗೂ ತಪ್ಪಿಸಬಾರದು. ಪ್ರೋಟೀನ್ ಸಮೃದ್ಧ ಆಹಾರ ದಿನದ ಆರಂಭದಲ್ಲಿ ಸೇವಿಸಬೇಕು. ಕಾರ್ಬೋಹೈಡ್ರೇಟ್‌ಗಳನ್ನು ಸಂಜೆಯ ಮೊದಲು ಸೇವಿಸುವುದು ಉತ್ತಮ. ರಾತ್ರಿ ಹಗುರವಾದ ಆಹಾರ ಸೇವಿಸಿದರೆ ನಿದ್ರೆಯ ಗುಣಮಟ್ಟ ಸುಧಾರಿಸುತ್ತದೆ. (118, 1430, 217, 1512)
arogya-badge: ಆರೋಗ್ಯ (857, 1430, 894, 1445)
safety-body-2: ಸರಿಯಾದ ಆಹಾರ, ಸಾಕಷ್ಟು ನೀರು ಮತ್ತು ಉತ್ತಮ ನಿದ್ರೆ ಈ ಮೂರು ಸಹ ಅಷ್ಟೇ ಮುಖ್ಯ. ವ್ಯಾಯಾಮದ ಜೊತೆಗೆ ಇವುಗಳನ್ನು ಕಡೆಗಣಿಸಿದರೆ ನಿರೀಕ್ಷಿತ ಫಲಿತಾಂಶ ಸಿಗುವುದಿಲ್ಲ. ನಿಮ್ಮ ದೇಹ ನೀಡುವ ಸಂಕೇತಗಳನ್ನು ಗಮನಿಸಿ. ನೋವು ಕಾಣಿಸಿಕೊಂಡರೆ ವಿಶ್ರಾಂತಿ ಪಡೆಯಿರಿ. (822, 860, 976, 918)
metabolic-right-text-1: ಲಘುಕ್ರಮಗಳಿಂದ ಆರಂಭಿಸಿ ಕ್ರಮೇಣ ಪೂರ್ಣ ಬದಲಾವಣೆಗೆ ಸಾಗುವುದೇ ಉತ್ತಮ ಮಾರ್ಗ. ಒಮ್ಮೆಲೇ ಎಲ್ಲವನ್ನೂ ಬದಲಿಸಲು ಹೋದರೆ ದೀರ್ಘಕಾಲ ಉಳಿಸಿಕೊಳ್ಳುವುದು ಕಷ್ಟ. ತಜ್ಞ ಪೌಷ್ಟಿಕಾಂಶ ಸಲಹೆಗಾರರ ಮಾರ್ಗದರ್ಶನ ಪಡೆಯುವುದು ಒಳ್ಳೆಯದು. (822, 1449, 976, 1495)
lead-photo-row (154, 276, 658, 516)
metabolic-left-spacer (14, 1375, 326, 1425)
voice-title-l2: ಮೂಲಕ (23, 822, 96, 853)
fitness-col-3 (526, 1068, 618, 1168)
heart-icon: ♥ (273, 14, 281, 26)
voice-columns (14, 1151, 321, 1369)
voice-doctor-avatar (14, 1094, 66, 1146)
deepveer-col2-text: ಖಾಸಗಿ ಭದ್ರತಾ ಸಿಬ್ಬಂದಿ ಸಂಖ್ಯೆಯನ್ನೂ ಹೆಚ್ಚಿಸಲಾಗಿದೆ. ಮಗು ಜನಿಸಿದ ಬಳಿಕ ಕುಟುಂಬದ ಸುರಕ್ಷತೆಗೆ ದಂಪತಿ ಹೆಚ್ಚಿನ ಆದ್ಯತೆ ನೀಡುತ್ತಿದ್ದಾರೆ. ಅಭಿಮಾನಿಗಳು ಮನೆಯ ಬಳಿ ಜಮಾಯಿಸುವುದನ್ನು ತಪ್ಪಿಸಲು ಈ ಕ್ರಮ ಅಗತ್ಯ ಎಂದು ಮೂಲಗಳು ತಿಳಿಸಿವೆ. (665, 475, 793, 533)
logo-vk-text: VK (522, 25, 623, 114)
lead-col1-text: ಕನ್ನಡದಲ್ಲಿ ಸದ್ಯದಲ್ಲಿ ಒಂದು ಮುಖ್ಯವಾದ ಬರ ಅರಂಭವಾಗಿದೆ ಅನ್ನುವ ಮಾತುಗಳಿಗೆ ಎಡೆಯಾಗುತ್ತಿವೆ. ತಾರಾ ಪುತ್ರರು ಒಬ್ಬೊಬ್ಬರಾಗಿ ಚಿತ್ರರಂಗ ಪ್ರವೇಶ ಮಾಡುತ್ತಿದ್ದಾರೆ. ಕಳೆದ ವರ್ಷವೇ, ಅನೇಕ ಮಗನೊಬ್ಬರ ಹೊಸ ಸಿನಿಮಾ ಪ್ರಕಟವಾಯಿತು. ಈ ವರ್ಷವೂ ಅದೇ ಸಂಪ್ರದಾಯ ಮುಂದುವರಿದಿದೆ. ಮಂಜಿನೂರಿನಲ್ಲಿ ಒಂದು ಹೊಸ ಚಿತ್ರದ ಚಿತ್ರೀಕರಣ ನಡೆಯುತ್ತಿದೆ. ಕಲಾವಿದರ ಮತ್ತು ತಂತ್ರಜ್ಞರ ತಂಡ ಈಗಾಗಲೇ ಅಲ್ಲಿ ಬೀಡು ಬಿಟ್ಟಿದೆ. (153, 546, 317, 628)
voice-dropcap: ಪ್ರ (75, 1088, 93, 1117)
teaser-row (14, 122, 976, 184)
masthead-actor-left-photo (28, 4, 203, 124)
voice-col-a (14, 1151, 112, 1369)
teaser-text-ram-charan: ಈ ಬಾರಿ ಶ್ರೀರಾಮನವಮಿ ಹಾಗೂ ನಟ ರಾಮ್‌ಚರಣ್ ಬರ್ತ್‌ಡೇ ಒಂದೇ ದಿನ ಬಂದಿದ್ದು, ಅಂದೇ 'ಪೆದ್ದಿ' ಚಿತ್ರದ ಟೀಸರ್ ಬಿಡುಗಡೆ ಹಾಗೂ ರಾಮ್‌ಚರಣ್ ಹೊಸ ಸಿನಿಮಾ ಅನೌನ್ಸ್ ಆಗಲಿವೆ. (109, 131, 331, 166)
metabolic-food-photo (475, 1430, 815, 1568)
voice-hero-title (23, 791, 155, 916)
right-column (666, 189, 976, 764)
metabolic-left-inner (14, 1430, 321, 1610)
